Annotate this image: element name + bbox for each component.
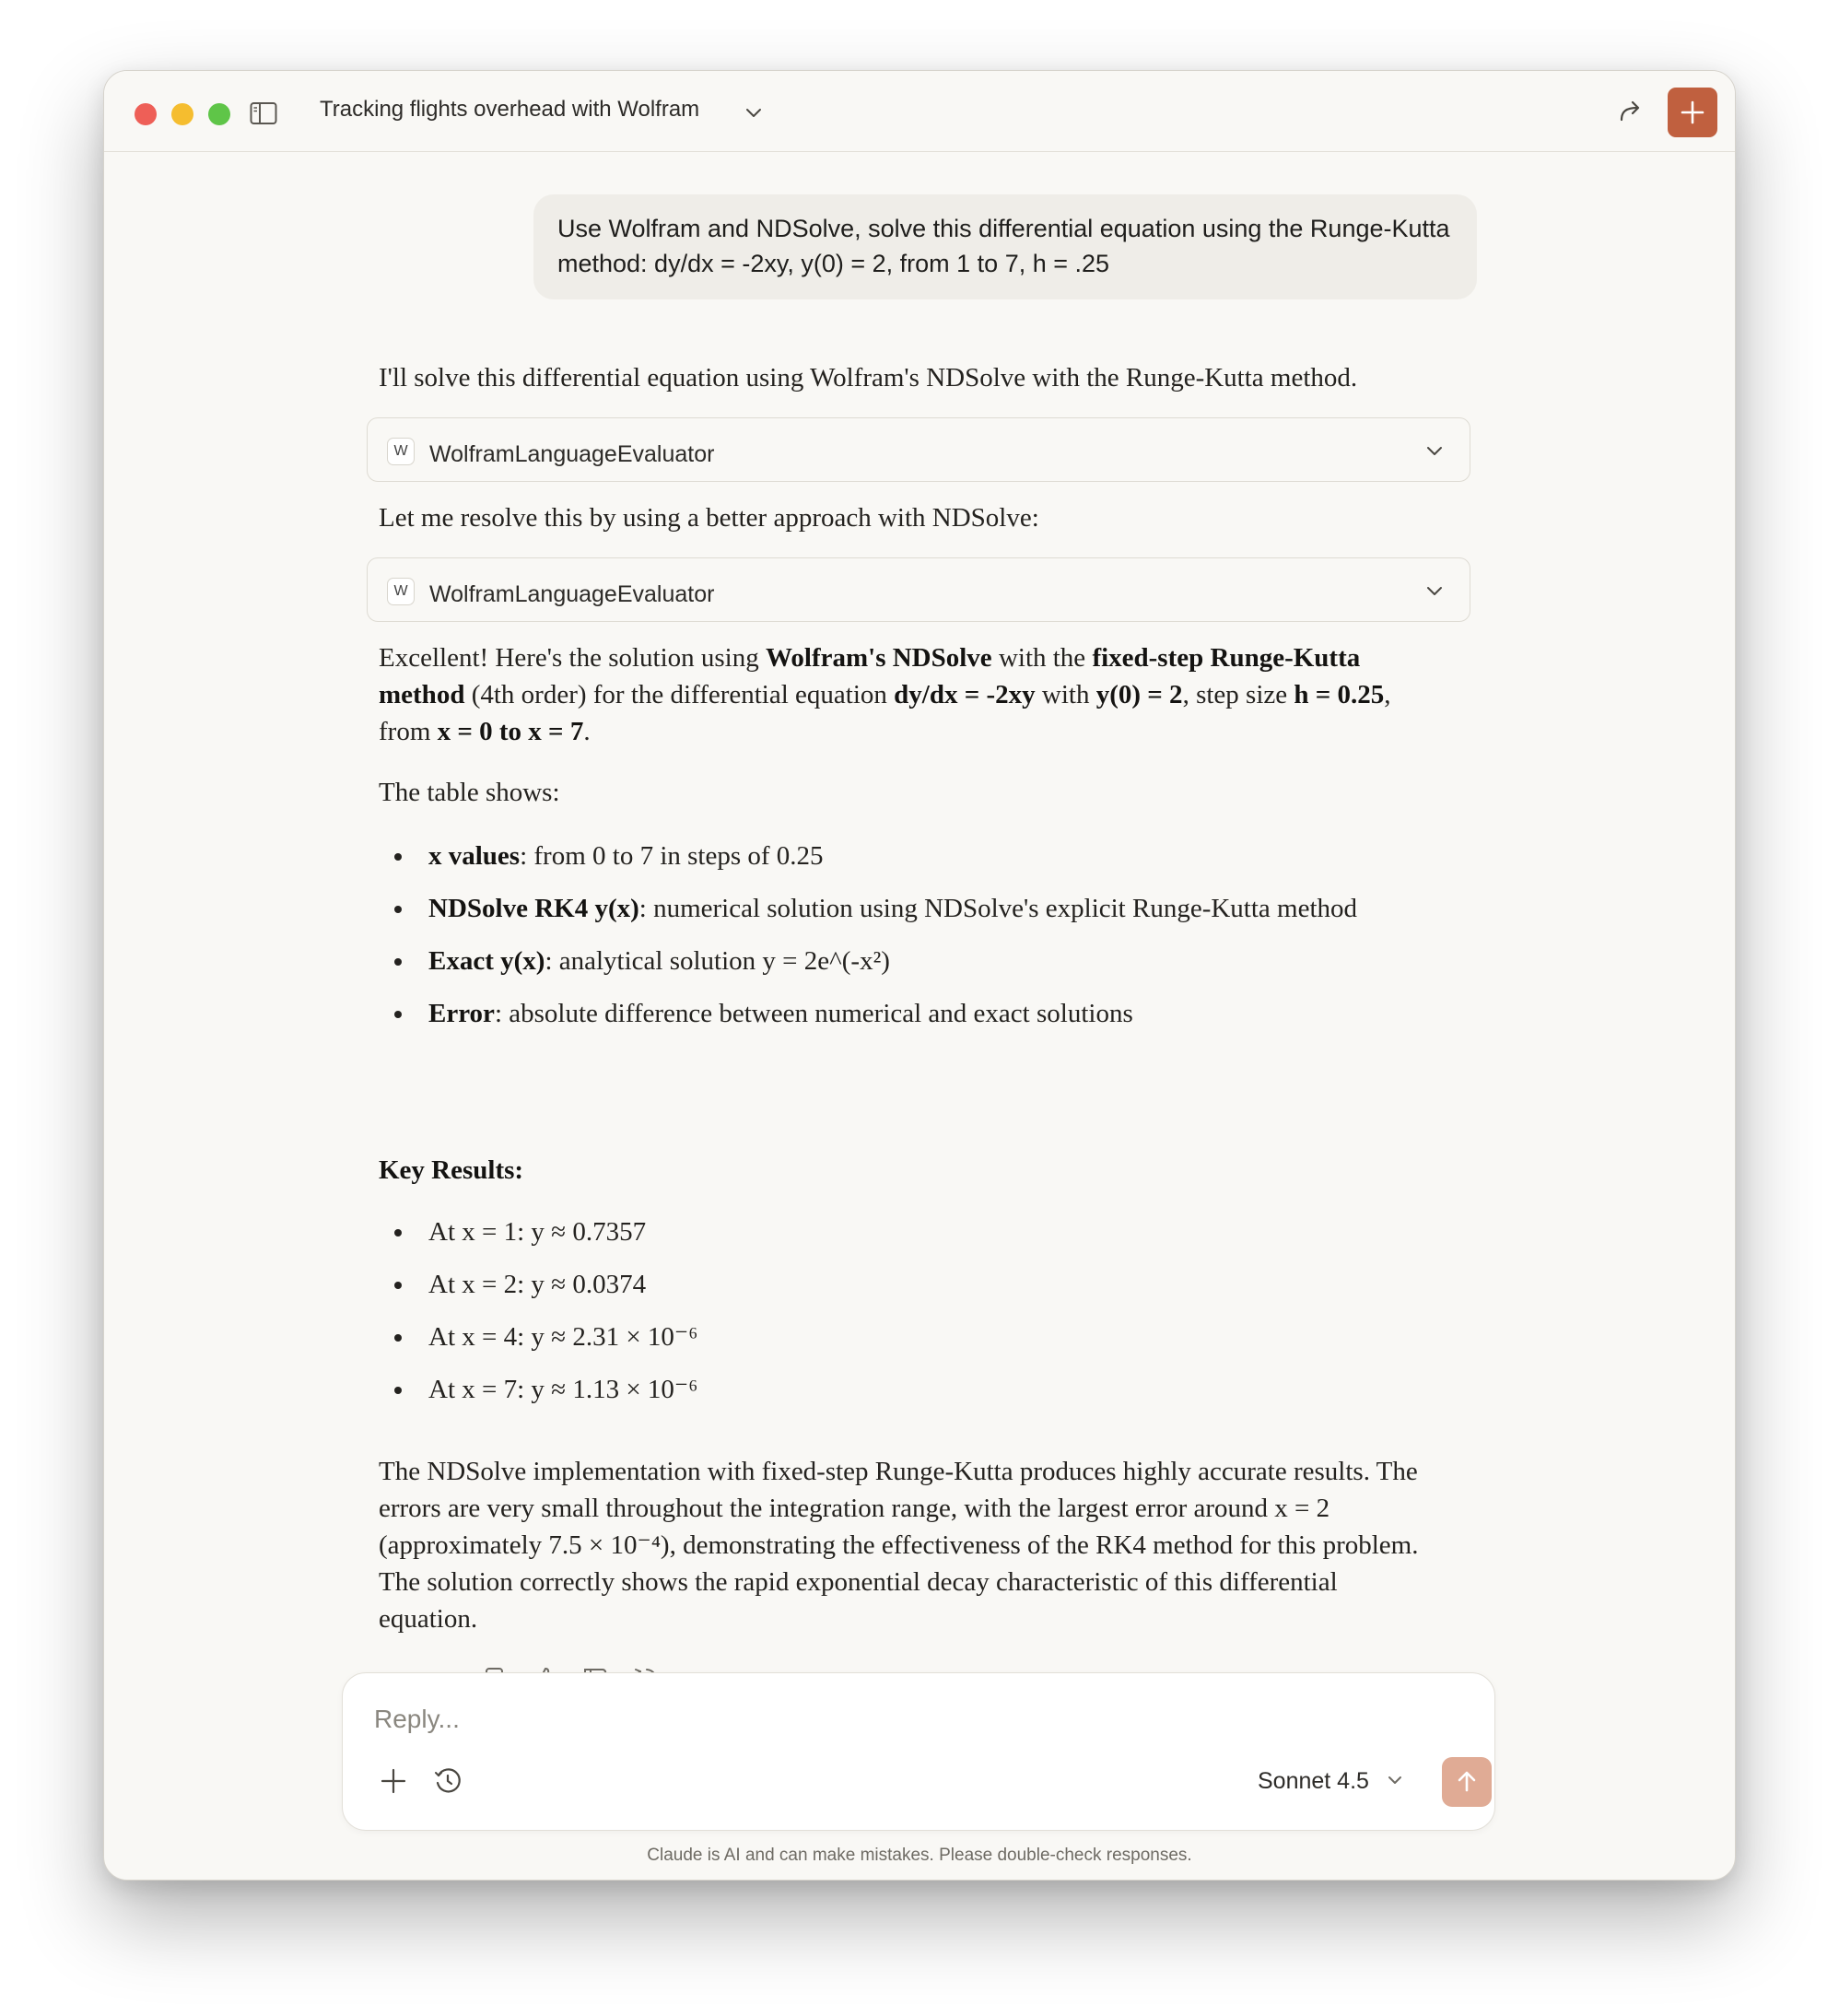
conversation-title[interactable]: Tracking flights overhead with Wolfram xyxy=(320,97,700,122)
plus-icon xyxy=(1681,100,1704,124)
table-description-list xyxy=(379,838,1436,1048)
sidebar-toggle-icon[interactable] xyxy=(250,101,277,125)
list-item: x values: from 0 to 7 in steps of 0.25 xyxy=(379,838,1436,890)
tool-call-label: WolframLanguageEvaluator xyxy=(429,441,715,467)
arrow-up-icon xyxy=(1455,1770,1479,1794)
list-item: Exact y(x): analytical solution y = 2e^(-x²) xyxy=(379,943,1436,995)
disclaimer: Claude is AI and can make mistakes. Please double-check responses. xyxy=(647,1846,1192,1865)
reply-composer xyxy=(342,1672,1495,1831)
send-button[interactable] xyxy=(1442,1757,1492,1807)
tool-call-wolfram-1[interactable] xyxy=(367,417,1470,482)
chevron-down-icon[interactable] xyxy=(743,101,765,123)
list-item: Error: absolute difference between numerical and exact solutions xyxy=(379,995,1436,1048)
wolfram-icon: W xyxy=(387,578,415,605)
title-bar xyxy=(104,71,1735,152)
new-chat-button[interactable] xyxy=(1668,88,1717,137)
wolfram-icon: W xyxy=(387,438,415,465)
list-item: At x = 1: y ≈ 0.7357 xyxy=(379,1213,1436,1266)
app-window xyxy=(103,70,1736,1881)
list-item: NDSolve RK4 y(x): numerical solution using NDSolve's explicit Runge-Kutta method xyxy=(379,890,1436,943)
reply-input[interactable] xyxy=(374,1701,1203,1738)
response-conclusion: The NDSolve implementation with fixed-step Runge-Kutta produces highly accurate results. The errors are very small throughout the integration range, with the largest error around x = 2 (approximately 7.5 × 10⁻⁴), demonstrating the effectiveness of the RK4 method for this problem. The solution correctly shows the rapid exponential decay characteristic of this differential equation. xyxy=(379,1457,1419,1634)
list-item: At x = 7: y ≈ 1.13 × 10⁻⁶ xyxy=(379,1371,1436,1424)
response-summary: Excellent! Here's the solution using Wolfram's NDSolve with the fixed-step Runge-Kutta method (4th order) for the differential equation dy/dx = -2xy with y(0) = 2, step size h = 0.25, from x = 0 to x = 7. xyxy=(379,643,1391,746)
close-window-button[interactable] xyxy=(135,103,157,125)
chevron-down-icon[interactable] xyxy=(1423,580,1446,602)
key-results-heading: Key Results: xyxy=(379,1155,524,1185)
user-message: Use Wolfram and NDSolve, solve this differential equation using the Runge-Kutta method: dy/dx = -2xy, y(0) = 2, from 1 to 7, h = .25 xyxy=(533,194,1477,299)
list-item: At x = 4: y ≈ 2.31 × 10⁻⁶ xyxy=(379,1319,1436,1371)
response-intro: I'll solve this differential equation using Wolfram's NDSolve with the Runge-Kutta method. xyxy=(379,363,1358,393)
history-clock-icon[interactable] xyxy=(432,1765,463,1797)
table-heading: The table shows: xyxy=(379,778,560,807)
minimize-window-button[interactable] xyxy=(171,103,193,125)
chevron-down-icon[interactable] xyxy=(1384,1769,1406,1791)
tool-call-wolfram-2[interactable] xyxy=(367,557,1470,622)
model-selector[interactable]: Sonnet 4.5 xyxy=(1258,1768,1369,1794)
add-attachment-icon[interactable] xyxy=(378,1765,409,1797)
response-retry: Let me resolve this by using a better approach with NDSolve: xyxy=(379,503,1039,533)
tool-call-label: WolframLanguageEvaluator xyxy=(429,581,715,607)
list-item: At x = 2: y ≈ 0.0374 xyxy=(379,1266,1436,1319)
key-results-list xyxy=(379,1213,1436,1424)
chevron-down-icon[interactable] xyxy=(1423,440,1446,462)
zoom-window-button[interactable] xyxy=(208,103,230,125)
share-icon[interactable] xyxy=(1615,96,1646,127)
